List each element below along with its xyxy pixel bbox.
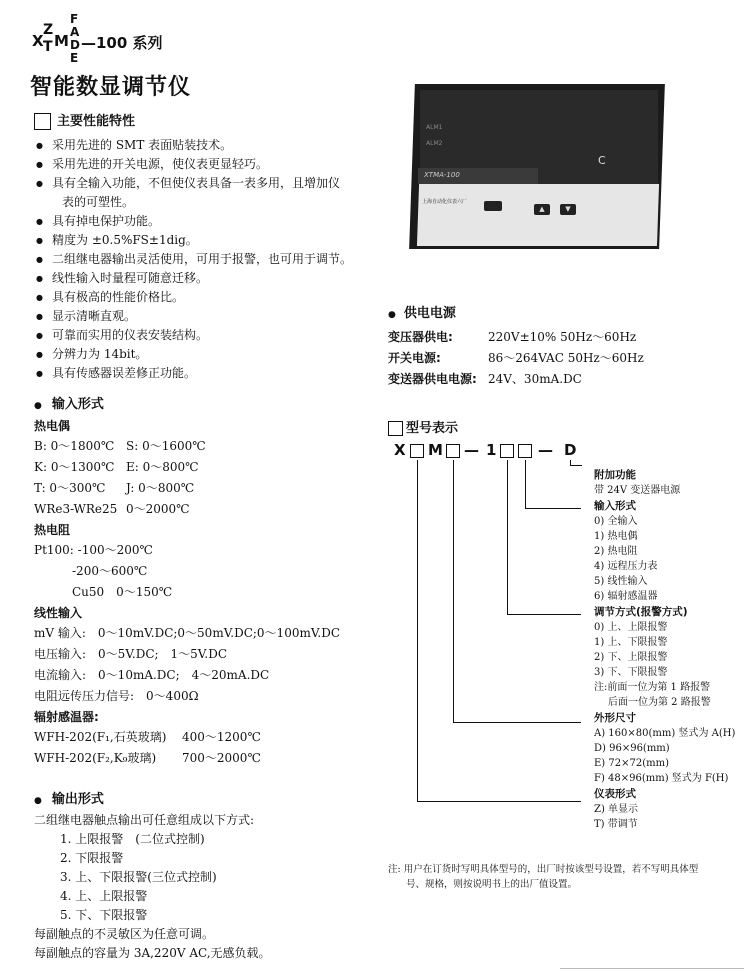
tc-cell: S: 0～1600℃	[126, 439, 206, 453]
device-photo	[412, 84, 662, 249]
model-desc-block	[594, 467, 744, 832]
leader-line	[525, 460, 526, 509]
input-type-item: 5) 线性输入	[594, 576, 648, 587]
code-x: X	[394, 441, 406, 459]
logo-suffix: —100 系列	[81, 34, 163, 52]
input-heading-label: 输入形式	[51, 397, 104, 412]
bottom-rule	[560, 968, 744, 969]
output-note: 每副触点的容量为 3A,220V AC,无感负载。	[34, 946, 271, 960]
rad-cell: WFH-202(F₂,K₉玻璃)	[34, 751, 157, 765]
size-item: F) 48×96(mm) 竖式为 F(H)	[594, 773, 729, 784]
ordering-note	[388, 862, 738, 892]
output-section	[34, 788, 374, 963]
input-type-item: 6) 辐射感温器	[594, 591, 658, 602]
device-alm2-label: ALM2	[426, 140, 443, 147]
rtd-row: Pt100: -100～200℃	[34, 543, 153, 557]
list-item: ● 采用先进的 SMT 表面贴装技术。	[34, 136, 374, 155]
logo-stack-e: E	[70, 51, 79, 65]
list-item: ● 显示清晰直观。	[34, 307, 374, 326]
logo-stack-d: D	[70, 38, 80, 52]
series-logo	[32, 12, 172, 66]
radiation-title: 辐射感温器:	[34, 710, 99, 724]
bullet-icon: ●	[34, 401, 42, 411]
output-item: 4. 上、上限报警	[60, 889, 148, 903]
alarm-title: 调节方式(报警方式)	[594, 606, 688, 618]
code-slot-box	[500, 444, 514, 458]
power-row	[388, 348, 718, 369]
tc-row	[34, 478, 374, 499]
tc-cell: T: 0～300℃	[34, 481, 106, 495]
rtd-row: -200～600℃	[72, 564, 148, 578]
extra-title: 附加功能	[594, 469, 636, 481]
leader-line	[507, 460, 508, 615]
power-row	[388, 369, 718, 390]
logo-stack-a: A	[70, 25, 80, 39]
tc-cell: 0～2000℃	[126, 502, 190, 516]
tc-cell: WRe3-WRe25	[34, 502, 118, 516]
model-heading	[388, 417, 738, 436]
device-set-button[interactable]	[484, 201, 502, 211]
logo-prefix: X	[32, 32, 44, 50]
tc-cell: E: 0～800℃	[126, 460, 199, 474]
rtd-row: Cu50 0～150℃	[72, 585, 173, 599]
size-item: E) 72×72(mm)	[594, 758, 669, 769]
output-item: 3. 上、下限报警(三位式控制)	[60, 870, 217, 884]
power-heading-label: 供电电源	[403, 306, 456, 321]
linear-row: mV 输入: 0～10mV.DC;0～50mV.DC;0～100mV.DC	[34, 626, 341, 640]
note-line: 号、规格，则按说明书上的出厂值设置。	[406, 879, 578, 890]
input-heading	[34, 393, 374, 412]
output-heading	[34, 788, 374, 807]
leader-line	[453, 460, 454, 723]
rad-cell: 400～1200℃	[182, 730, 261, 744]
device-up-button[interactable]: ▲	[534, 204, 550, 215]
model-heading-label: 型号表示	[406, 421, 459, 436]
logo-mid: M	[54, 32, 69, 50]
output-item: 2. 下限报警	[60, 851, 124, 865]
code-dash: —	[538, 441, 553, 459]
alarm-item: 3) 下、下限报警	[594, 667, 668, 678]
device-front-panel	[417, 184, 659, 246]
power-row	[388, 327, 718, 348]
linear-row: 电阻远传压力信号: 0～400Ω	[34, 689, 199, 703]
code-1: 1	[486, 441, 497, 459]
linear-title: 线性输入	[34, 606, 83, 620]
note-line: 注: 用户在订货时写明具体型号的，出厂时按该型号设置，若不写明具体型	[388, 864, 699, 875]
model-section	[388, 417, 738, 897]
form-title: 仪表形式	[594, 788, 636, 800]
output-item: 5. 下、下限报警	[60, 908, 148, 922]
leader-line	[525, 508, 581, 509]
leader-line	[453, 722, 581, 723]
features-heading	[34, 110, 374, 130]
alarm-item: 2) 下、上限报警	[594, 652, 668, 663]
features-heading-label: 主要性能特性	[57, 114, 136, 129]
leader-line	[417, 801, 581, 802]
output-heading-label: 输出形式	[51, 792, 104, 807]
bullet-icon: ●	[34, 796, 42, 806]
leader-line	[507, 614, 581, 615]
tc-row	[34, 436, 374, 457]
output-item: 1. 上限报警 (二位式控制)	[60, 832, 205, 846]
alarm-note: 后面一位为第 2 路报警	[608, 697, 711, 708]
list-item: ● 具有掉电保护功能。	[34, 212, 374, 231]
code-dash: —	[464, 441, 479, 459]
device-alm1-label: ALM1	[426, 124, 443, 131]
bullet-icon: ●	[388, 310, 396, 320]
leader-line	[417, 460, 418, 802]
logo-stack-f: F	[70, 12, 79, 26]
list-item: ● 具有极高的性能价格比。	[34, 288, 374, 307]
tc-cell: J: 0～800℃	[126, 481, 195, 495]
list-item: ● 线性输入时量程可随意迁移。	[34, 269, 374, 288]
device-down-button[interactable]: ▼	[560, 204, 576, 215]
alarm-item: 1) 上、下限报警	[594, 637, 668, 648]
checkbox-square-icon	[388, 421, 403, 436]
list-item: ● 采用先进的开关电源，使仪表更显轻巧。	[34, 155, 374, 174]
alarm-item: 0) 上、上限报警	[594, 622, 668, 633]
alarm-note: 注:前面一位为第 1 路报警	[594, 682, 711, 693]
linear-row: 电流输入: 0～10mA.DC; 4～20mA.DC	[34, 668, 270, 682]
tc-row	[34, 457, 374, 478]
form-item: T) 带调节	[594, 819, 638, 830]
power-heading	[388, 302, 718, 321]
power-key: 变送器供电电源:	[388, 372, 477, 386]
power-value: 220V±10% 50Hz～60Hz	[488, 330, 637, 344]
code-slot-box	[410, 444, 424, 458]
checkbox-square-icon	[34, 113, 51, 130]
list-item: ● 精度为 ±0.5%FS±1dig。	[34, 231, 374, 250]
rtd-title: 热电阻	[34, 523, 71, 537]
code-d: D	[564, 441, 577, 459]
device-unit-label: C	[598, 154, 606, 167]
tc-cell: B: 0～1800℃	[34, 439, 115, 453]
thermocouple-title: 热电偶	[34, 419, 71, 433]
power-value: 24V、30mA.DC	[488, 372, 582, 386]
power-key: 变压器供电:	[388, 330, 453, 344]
features-list	[34, 136, 374, 383]
power-section	[388, 302, 718, 390]
form-item: Z) 单显示	[594, 804, 639, 815]
features-section	[34, 110, 374, 383]
device-brand-label: XTMA-100	[424, 171, 460, 179]
size-title: 外形尺寸	[594, 712, 636, 724]
linear-row: 电压输入: 0～5V.DC; 1～5V.DC	[34, 647, 227, 661]
device-maker-label: 上海自动化仪表六厂	[422, 199, 468, 205]
list-item: ● 具有全输入功能，不但使仪表具备一表多用，且增加仪	[34, 174, 374, 193]
input-type-title: 输入形式	[594, 500, 636, 512]
size-item: A) 160×80(mm) 竖式为 A(H)	[594, 728, 736, 739]
input-section	[34, 393, 374, 769]
extra-desc: 带 24V 变送器电源	[594, 485, 681, 496]
power-key: 开关电源:	[388, 351, 441, 365]
tc-cell: K: 0～1300℃	[34, 460, 115, 474]
logo-top: Z	[43, 22, 54, 38]
list-item: ● 具有传感器误差修正功能。	[34, 364, 374, 383]
power-value: 86～264VAC 50Hz～60Hz	[488, 351, 644, 365]
list-item: ● 分辨力为 14bit。	[34, 345, 374, 364]
code-m: M	[428, 441, 443, 459]
tc-row	[34, 499, 374, 520]
output-note: 每副触点的不灵敏区为任意可调。	[34, 927, 215, 941]
code-slot-box	[446, 444, 460, 458]
rad-cell: WFH-202(F₁,石英玻璃)	[34, 730, 167, 744]
logo-bottom: T	[43, 39, 53, 55]
list-item: ● 二组继电器输出灵活使用，可用于报警，也可用于调节。	[34, 250, 374, 269]
leader-line	[570, 465, 582, 466]
input-type-item: 4) 远程压力表	[594, 561, 658, 572]
code-slot-box	[518, 444, 532, 458]
list-item: ● 可靠而实用的仪表安装结构。	[34, 326, 374, 345]
rad-row	[34, 748, 374, 769]
rad-row	[34, 727, 374, 748]
input-type-item: 1) 热电偶	[594, 531, 638, 542]
list-item-continuation: 表的可塑性。	[62, 195, 135, 209]
size-item: D) 96×96(mm)	[594, 743, 670, 754]
input-type-item: 0) 全输入	[594, 516, 638, 527]
output-intro: 二组继电器触点输出可任意组成以下方式:	[34, 813, 255, 827]
page-title: 智能数显调节仪	[30, 75, 192, 100]
input-type-item: 2) 热电阻	[594, 546, 638, 557]
rad-cell: 700～2000℃	[182, 751, 261, 765]
